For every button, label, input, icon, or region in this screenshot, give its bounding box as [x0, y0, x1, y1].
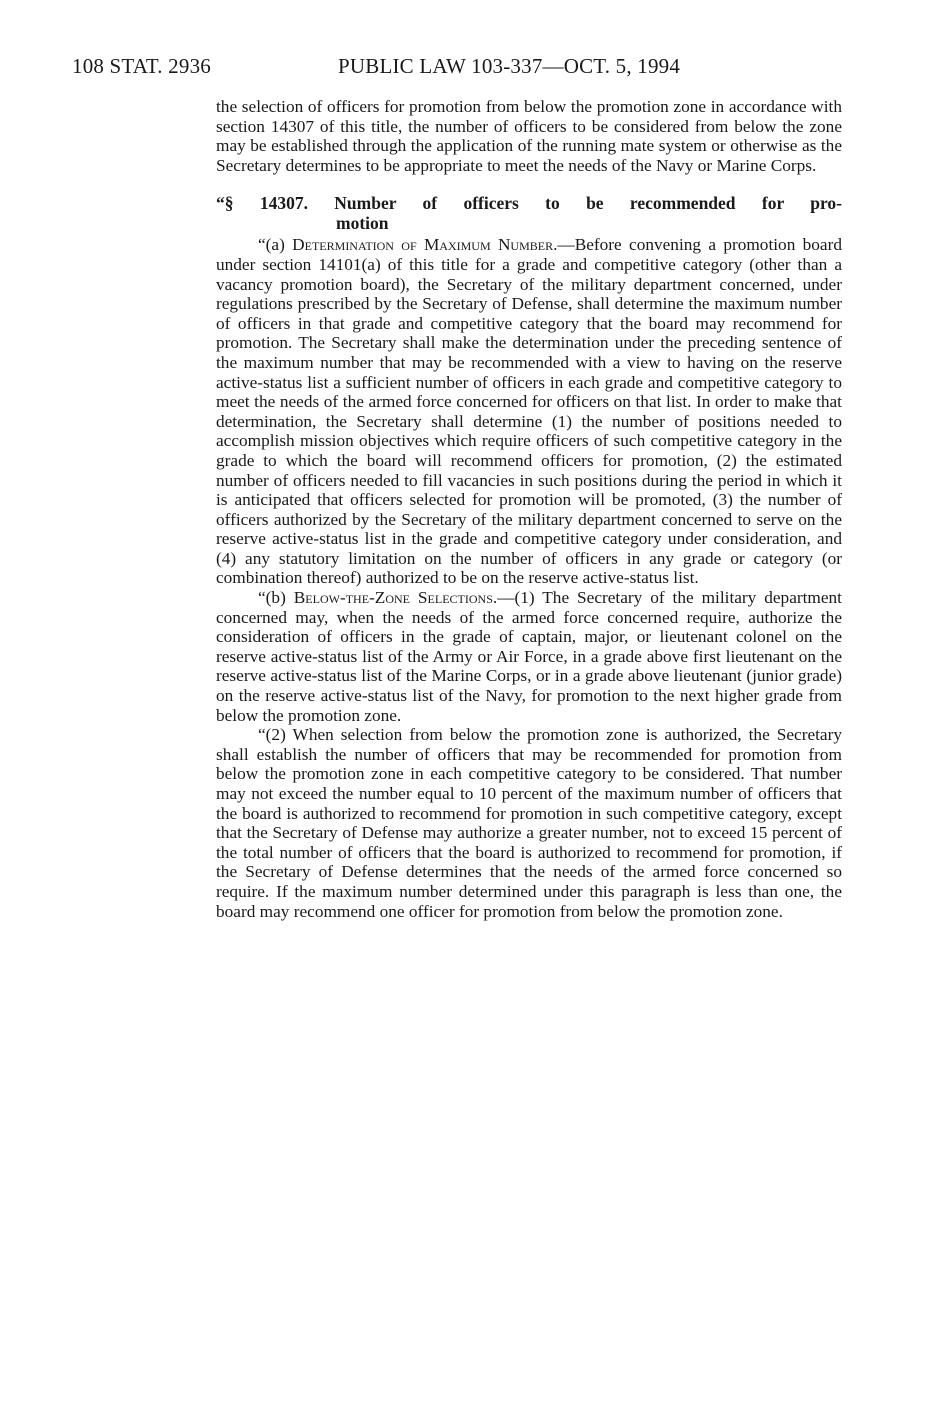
statute-reference: 108 STAT. 2936 [72, 54, 211, 78]
subsection-a-title: Determination of Maximum Number [292, 235, 554, 255]
section-heading [216, 193, 842, 233]
subsection-a [216, 235, 842, 588]
public-law-reference: PUBLIC LAW 103-337—OCT. 5, 1994 [338, 54, 681, 78]
paragraph-2: “(2) When selection from below the promotion zone is authorized, the Secretary shall establish the number of officers that may be recommended for promotion from below the promotion zone in each competitive category to be considered. That number may not exceed the number equal to 10 percent of the maximum number of officers that the board is authorized to recommend for promotion in such competitive category, except that the Secretary of Defense may authorize a greater number, not to exceed 15 percent of the total number of officers that the board is authorized to recommend for promotion, if the Secretary of Defense determines that the needs of the armed force concerned so require. If the maximum number determined under this paragraph is less than one, the board may recommend one officer for promotion from below the promotion zone. [216, 725, 842, 921]
subsection-b-title: Below-the-Zone Selections [293, 588, 493, 608]
subsection-a-text: .—Before convening a promotion board under section 14101(a) of this title for a grade and competitive category (other than a vacancy promotion board), the Secretary of the military department concerned, under regulations prescribed by the Secretary of Defense, shall determine the maximum number of officers in that grade and competitive category that the board may recommend for promotion. The Secretary shall make the determination under the preceding sentence of the maximum number that may be recommended with a view to having on the reserve active-status list a sufficient number of officers in each grade and competitive category to meet the needs of the armed force concerned for officers on that list. In order to make that determination, the Secretary shall determine (1) the number of positions needed to accomplish mission objectives which require officers of such competitive category in the grade to which the board will recommend officers for promotion, (2) the estimated number of officers needed to fill vacancies in such positions during the period in which it is anticipated that officers selected for promotion will be promoted, (3) the number of officers authorized by the Secretary of the military department concerned to serve on the reserve active-status list in the grade and competitive category under consideration, and (4) any statutory limitation on the number of officers in any grade or category (or combination thereof) authorized to be on the reserve active-status list. [216, 235, 842, 588]
subsection-b-text: .—(1) The Secretary of the military department concerned may, when the needs of the armed force concerned require, authorize the consideration of officers in the grade of captain, major, or lieutenant colonel on the reserve active-status list of the Army or Air Force, in a grade above first lieutenant on the reserve active-status list of the Marine Corps, or in a grade above lieutenant (junior grade) on the reserve active-status list of the Navy, for promotion to the next higher grade from below the promotion zone. [216, 588, 842, 725]
subsection-b-label: “(b) [258, 588, 294, 608]
subsection-b [216, 588, 842, 725]
page-body [216, 97, 842, 921]
section-heading-line1: “§ 14307. Number of officers to be recommended for pro- [216, 193, 842, 214]
section-heading-line2: motion [336, 213, 389, 234]
subsection-a-label: “(a) [258, 235, 293, 255]
running-head [72, 54, 880, 84]
intro-paragraph: the selection of officers for promotion from below the promotion zone in accordance with section 14307 of this title, the number of officers to be considered from below the zone may be established through the application of the running mate system or otherwise as the Secretary determines to be appropriate to meet the needs of the Navy or Marine Corps. [216, 97, 842, 175]
